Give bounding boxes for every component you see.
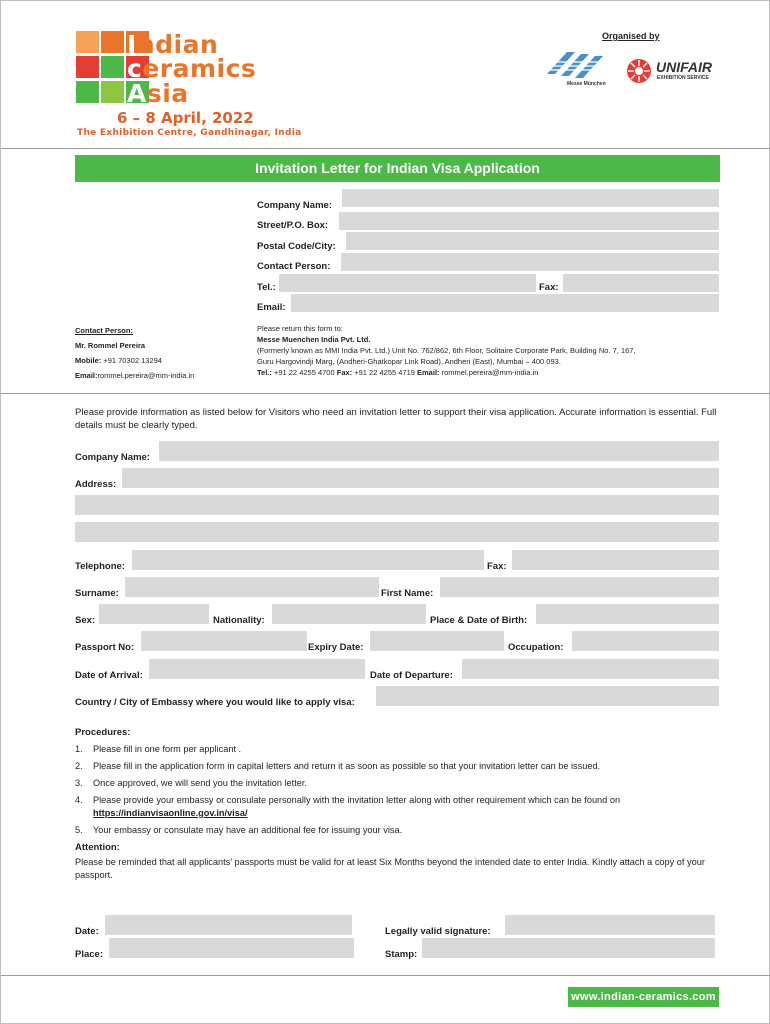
occupation-input[interactable] (572, 631, 719, 651)
event-dates: 6 – 8 April, 2022 (117, 109, 254, 127)
address-input-line2[interactable] (75, 495, 719, 515)
logo-letters: eramics (142, 54, 257, 83)
first-name-input[interactable] (440, 577, 719, 597)
form-title-banner: Invitation Letter for Indian Visa Application (75, 155, 720, 182)
date-label: Date: (75, 926, 99, 937)
embassy-input[interactable] (376, 686, 719, 706)
return-instruction: Please return this form to: (257, 324, 343, 333)
procedures-title: Procedures: (75, 727, 131, 738)
email-label: Email: (257, 302, 286, 313)
contact-person-label: Contact Person: (257, 261, 331, 272)
passport-input[interactable] (141, 631, 307, 651)
visa-website-link[interactable]: https://indianvisaonline.gov.in/visa/ (93, 808, 248, 818)
contact-person-input[interactable] (341, 253, 719, 271)
sex-label: Sex: (75, 615, 96, 626)
divider (1, 393, 770, 394)
unifair-name: UNIFAIR (656, 59, 712, 75)
procedure-text: Once approved, we will send you the invitation letter. (93, 778, 307, 788)
logo-square (101, 81, 124, 103)
return-tel: +91 22 4255 4700 (271, 368, 337, 377)
surname-label: Surname: (75, 588, 119, 599)
website-link[interactable]: www.indian-ceramics.com (568, 987, 719, 1007)
surname-input[interactable] (125, 577, 379, 597)
return-fax: +91 22 4255 4719 (352, 368, 418, 377)
procedure-number: 2. (75, 761, 83, 771)
return-fax-label: Fax: (336, 368, 353, 377)
mobile-number: +91 70302 13294 (101, 356, 162, 365)
departure-label: Date of Departure: (370, 670, 453, 681)
place-dob-input[interactable] (536, 604, 719, 624)
contact-name: Mr. Rommel Pereira (75, 341, 146, 350)
contact-title: Contact Person: (75, 326, 133, 335)
logo-letter: I (127, 30, 137, 59)
arrival-label: Date of Arrival: (75, 670, 143, 681)
procedure-text: Please fill in one form per applicant . (93, 744, 242, 754)
embassy-label: Country / City of Embassy where you would like to apply visa: (75, 697, 355, 708)
logo-square (76, 31, 99, 53)
procedure-item (75, 822, 725, 839)
return-address-block (257, 323, 727, 378)
procedures-list (75, 741, 725, 839)
organised-by-label: Organised by (602, 31, 660, 41)
place-dob-label: Place & Date of Birth: (430, 615, 528, 626)
procedure-number: 1. (75, 744, 83, 754)
nationality-input[interactable] (272, 604, 426, 624)
messe-muenchen-label: Messe München (567, 81, 606, 87)
return-email: rommel.pereira@mm-india.in (439, 368, 539, 377)
divider (1, 148, 770, 149)
address-input-line3[interactable] (75, 522, 719, 542)
sex-input[interactable] (99, 604, 209, 624)
stamp-input[interactable] (422, 938, 715, 958)
signature-input[interactable] (505, 915, 715, 935)
unifair-subtitle: EXHIBITION SERVICE (657, 75, 709, 81)
postal-code-input[interactable] (346, 232, 719, 250)
place-label: Place: (75, 949, 103, 960)
expiry-input[interactable] (370, 631, 504, 651)
email-input[interactable] (291, 294, 719, 312)
visitor-company-label: Company Name: (75, 452, 150, 463)
logo-word-asia (127, 81, 189, 107)
visitor-fax-label: Fax: (487, 561, 507, 572)
intro-text: Please provide information as listed below for Visitors who need an invitation letter to support their visa application. Accurate information is essential. Full details must be clearly typed. (75, 407, 717, 431)
fax-label: Fax: (539, 282, 559, 293)
visitor-fax-input[interactable] (512, 550, 719, 570)
logo-letter: c (127, 54, 143, 83)
mobile-label: Mobile: (75, 356, 102, 365)
procedures-section (75, 724, 725, 882)
procedure-item (75, 741, 725, 758)
arrival-input[interactable] (149, 659, 365, 679)
company-name-label: Company Name: (257, 200, 332, 211)
procedure-text: Please provide your embassy or consulate personally with the invitation letter along with other requirement which can be found on (93, 795, 621, 805)
address-label: Address: (75, 479, 117, 490)
procedure-number: 5. (75, 825, 83, 835)
return-company: Messe Muenchen India Pvt. Ltd. (257, 335, 371, 344)
event-venue: The Exhibition Centre, Gandhinagar, India (77, 128, 302, 138)
logo-letters: sia (146, 79, 189, 108)
place-input[interactable] (109, 938, 354, 958)
logo-square (101, 31, 124, 53)
tel-input[interactable] (279, 274, 536, 292)
fax-input[interactable] (563, 274, 719, 292)
company-name-input[interactable] (342, 189, 719, 207)
date-input[interactable] (105, 915, 352, 935)
return-email-label: Email: (417, 368, 440, 377)
stamp-label: Stamp: (385, 949, 418, 960)
messe-muenchen-logo-icon (545, 48, 605, 80)
postal-code-label: Postal Code/City: (257, 241, 336, 252)
visitor-company-input[interactable] (159, 441, 719, 461)
contact-email: rommel.pereira@mm-india.in (97, 371, 195, 380)
divider (1, 975, 770, 976)
contact-email-label: Email: (75, 371, 98, 380)
street-label: Street/P.O. Box: (257, 220, 329, 231)
logo-square (76, 81, 99, 103)
street-input[interactable] (339, 212, 719, 230)
logo-letter: A (127, 79, 147, 108)
passport-label: Passport No: (75, 642, 135, 653)
procedure-number: 3. (75, 778, 83, 788)
nationality-label: Nationality: (213, 615, 265, 626)
contact-block (75, 323, 194, 383)
expiry-label: Expiry Date: (308, 642, 364, 653)
first-name-label: First Name: (381, 588, 434, 599)
signature-label: Legally valid signature: (385, 926, 491, 937)
procedure-item (75, 775, 725, 792)
address-input-line1[interactable] (122, 468, 719, 488)
logo-square (76, 56, 99, 78)
occupation-label: Occupation: (508, 642, 564, 653)
tel-label: Tel.: (257, 282, 276, 293)
unifair-logo-icon (626, 58, 652, 84)
procedure-text: Your embassy or consulate may have an additional fee for issuing your visa. (93, 825, 403, 835)
departure-input[interactable] (462, 659, 719, 679)
attention-text: Please be reminded that all applicants’ passports must be valid for at least Six Months beyond the intended date to enter India. Kindly attach a copy of your passport. (75, 857, 705, 880)
attention-title: Attention: (75, 842, 120, 853)
return-tel-label: Tel.: (257, 368, 272, 377)
procedure-item (75, 792, 725, 822)
telephone-label: Telephone: (75, 561, 125, 572)
logo-square (101, 56, 124, 78)
return-address-line2: Guru Hargovindji Marg, (Andheri-Ghatkopar Link Road), Andheri (East), Mumbai – 400 093. (257, 357, 561, 366)
return-address-line1: (Formerly known as MMI India Pvt. Ltd.) Unit No. 762/862, 6th Floor, Solitaire Corporate Park, Building No. 7, 167, (257, 346, 636, 355)
procedure-text: Please fill in the application form in capital letters and return it as soon as possible so that your invitation letter can be issued. (93, 761, 601, 771)
telephone-input[interactable] (132, 550, 484, 570)
procedure-item (75, 758, 725, 775)
procedure-number: 4. (75, 795, 83, 805)
logo-letters: ndian (136, 30, 219, 59)
